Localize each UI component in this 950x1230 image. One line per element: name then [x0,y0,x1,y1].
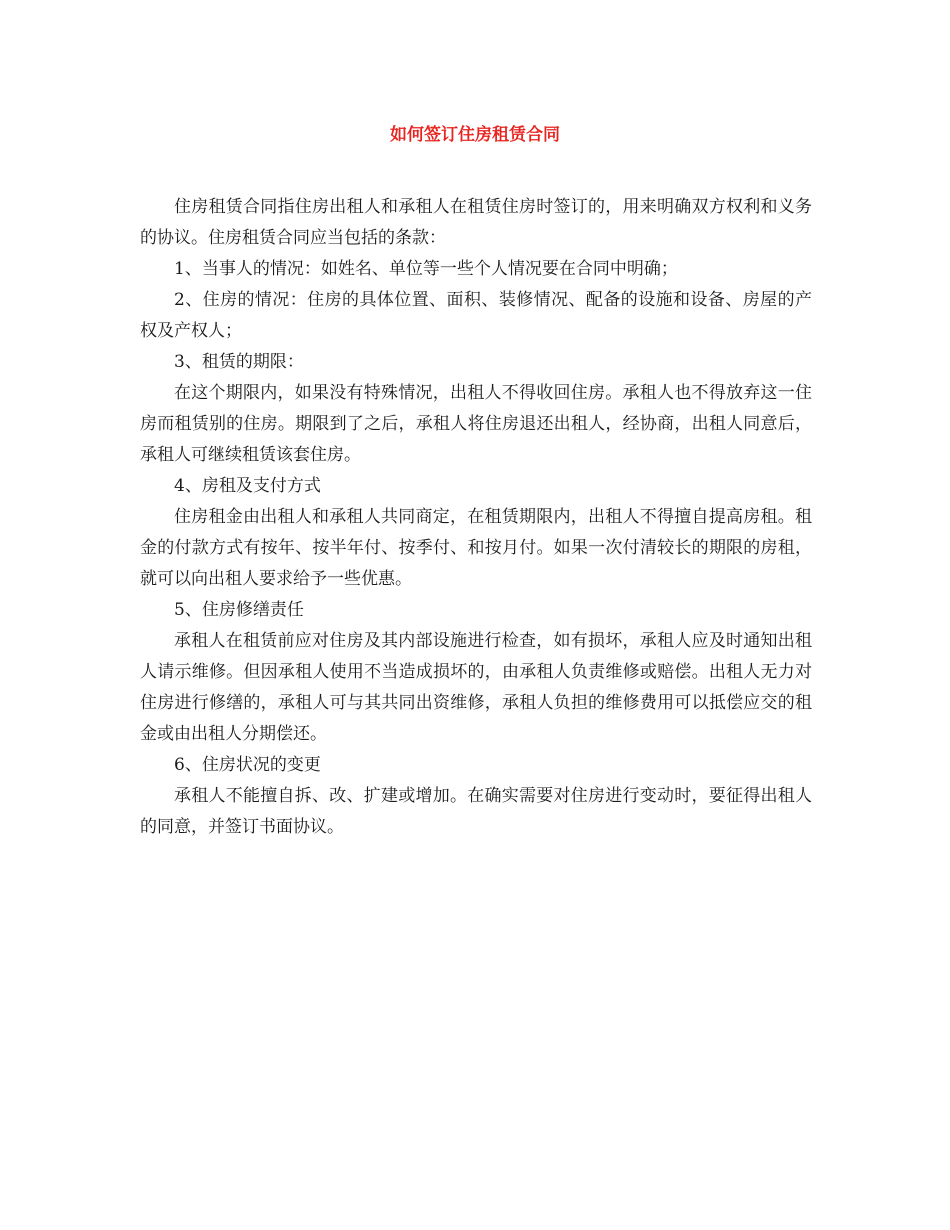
document-body [140,192,812,843]
clause-1-parties: 1、当事人的情况：如姓名、单位等一些个人情况要在合同中明确； [174,259,678,279]
paragraph-intro: 住房租赁合同指住房出租人和承租人在租赁住房时签订的，用来明确双方权利和义务的协议。住房租赁合同应当包括的条款： [140,197,812,248]
clause-6-heading: 6、住房状况的变更 [174,755,321,775]
clause-6-body: 承租人不能擅自拆、改、扩建或增加。在确实需要对住房进行变动时，要征得出租人的同意，并签订书面协议。 [140,786,812,837]
clause-4-body: 住房租金由出租人和承租人共同商定，在租赁期限内，出租人不得擅自提高房租。租金的付款方式有按年、按半年付、按季付、和按月付。如果一次付清较长的期限的房租，就可以向出租人要求给予一些优惠。 [140,507,812,589]
clause-5-body: 承租人在租赁前应对住房及其内部设施进行检查，如有损坏，承租人应及时通知出租人请示维修。但因承租人使用不当造成损坏的，由承租人负责维修或赔偿。出租人无力对住房进行修缮的，承租人可与其共同出资维修，承租人负担的维修费用可以抵偿应交的租金或由出租人分期偿还。 [140,631,812,744]
clause-2-housing: 2、住房的情况：住房的具体位置、面积、装修情况、配备的设施和设备、房屋的产权及产权人； [140,290,812,341]
clause-4-heading: 4、房租及支付方式 [174,476,321,496]
clause-3-heading: 3、租赁的期限： [174,352,304,372]
document-title: 如何签订住房租赁合同 [390,125,560,145]
clause-5-heading: 5、住房修缮责任 [174,600,304,620]
clause-3-body: 在这个期限内，如果没有特殊情况，出租人不得收回住房。承租人也不得放弃这一住房而租赁别的住房。期限到了之后，承租人将住房退还出租人，经协商，出租人同意后，承租人可继续租赁该套住房。 [140,383,812,465]
